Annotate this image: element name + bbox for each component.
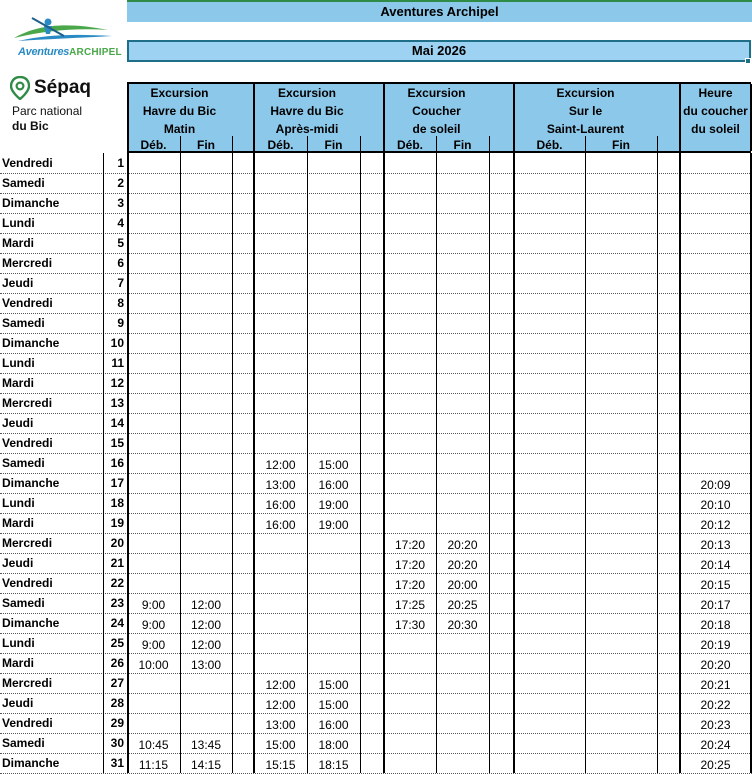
sunset-time-cell[interactable]: 20:17: [700, 598, 731, 612]
day-number: 13: [110, 396, 124, 410]
schedule-header: [127, 82, 751, 153]
time-cell[interactable]: 12:00: [190, 638, 222, 652]
column-gridline: [436, 153, 437, 773]
time-cell[interactable]: 16:00: [265, 518, 296, 532]
column-gridline: [307, 153, 308, 773]
excursion-header-line: Havre du Bic: [142, 104, 217, 118]
day-name: Mardi: [2, 656, 35, 670]
header-subdivider: [307, 136, 308, 151]
day-name: Dimanche: [2, 196, 60, 210]
column-gridline: [360, 153, 361, 773]
day-name: Samedi: [2, 456, 45, 470]
time-cell[interactable]: 15:15: [265, 758, 296, 772]
sepaq-logo: [10, 74, 124, 138]
time-cell[interactable]: 13:00: [265, 718, 296, 732]
sunset-time-cell[interactable]: 20:12: [700, 518, 731, 532]
day-name: Jeudi: [2, 696, 34, 710]
table-row: [0, 273, 752, 294]
time-cell[interactable]: 20:30: [447, 618, 478, 632]
time-cell[interactable]: 12:00: [265, 458, 296, 472]
excursion-header-4: [514, 84, 657, 138]
table-row: [0, 353, 752, 374]
day-name: Mercredi: [2, 256, 53, 270]
day-name: Mardi: [2, 236, 35, 250]
table-row: [0, 433, 752, 454]
day-number: 27: [110, 676, 124, 690]
excursion-header-line: Excursion: [556, 86, 615, 100]
day-name: Samedi: [2, 736, 45, 750]
day-name: Samedi: [2, 176, 45, 190]
day-number: 18: [110, 496, 124, 510]
table-row: [0, 573, 752, 594]
day-number: 16: [110, 456, 124, 470]
table-row: [0, 253, 752, 274]
day-number: 11: [111, 356, 124, 370]
table-row: [0, 693, 752, 714]
sunset-time-cell[interactable]: 20:15: [700, 578, 731, 592]
end-label: Fin: [453, 138, 472, 152]
time-cell[interactable]: 14:15: [190, 758, 222, 772]
time-cell[interactable]: 18:15: [318, 758, 349, 772]
time-cell[interactable]: 15:00: [265, 738, 296, 752]
aventures-wordmark: AventuresARCHIPEL: [18, 46, 122, 58]
day-name: Vendredi: [2, 436, 53, 450]
excursion-header-line: Matin: [163, 122, 196, 136]
day-number: 4: [117, 216, 124, 230]
time-cell[interactable]: 19:00: [318, 518, 349, 532]
sheet-title: Aventures Archipel: [127, 0, 752, 22]
column-gridline: [489, 153, 490, 773]
day-number: 15: [110, 436, 124, 450]
day-name: Mercredi: [2, 396, 53, 410]
table-row: [0, 553, 752, 574]
table-row: [0, 333, 752, 354]
column-gridline: [513, 153, 515, 773]
time-cell[interactable]: 13:00: [190, 658, 222, 672]
day-number: 25: [110, 636, 124, 650]
header-subdivider: [180, 136, 181, 151]
table-row: [0, 653, 752, 674]
table-row: [0, 213, 752, 234]
time-cell[interactable]: 15:00: [318, 678, 349, 692]
time-cell[interactable]: 13:45: [190, 738, 222, 752]
header-subdivider: [360, 136, 361, 151]
sunset-time-cell[interactable]: 20:23: [700, 718, 731, 732]
sunset-time-cell[interactable]: 20:25: [700, 758, 731, 772]
day-number: 14: [110, 416, 124, 430]
time-cell[interactable]: 16:00: [318, 718, 349, 732]
excursion-header-line: Sur le: [568, 104, 603, 118]
table-row: [0, 373, 752, 394]
day-number: 3: [117, 196, 124, 210]
day-number: 8: [117, 296, 124, 310]
table-row: [0, 733, 752, 754]
day-name: Vendredi: [2, 296, 53, 310]
time-cell[interactable]: 17:30: [394, 618, 426, 632]
day-number: 22: [110, 576, 124, 590]
day-name: Samedi: [2, 596, 45, 610]
column-gridline: [679, 153, 681, 773]
month-cell[interactable]: Mai 2026: [127, 40, 751, 62]
sunset-time-cell[interactable]: 20:19: [700, 638, 731, 652]
end-label: Fin: [197, 138, 215, 152]
day-name: Dimanche: [2, 476, 60, 490]
day-number: 1: [117, 156, 124, 170]
time-cell[interactable]: 9:00: [141, 638, 166, 652]
day-number: 23: [110, 596, 124, 610]
time-cell[interactable]: 16:00: [318, 478, 349, 492]
table-row: [0, 453, 752, 474]
table-row: [0, 533, 752, 554]
day-number: 2: [117, 176, 124, 190]
day-number: 28: [110, 696, 124, 710]
time-cell[interactable]: 17:25: [394, 598, 426, 612]
kayak-paddler-icon: [8, 14, 120, 48]
selection-fill-handle[interactable]: [745, 58, 751, 64]
time-cell[interactable]: 12:00: [190, 618, 222, 632]
column-gridline: [383, 153, 385, 773]
header-subdivider: [585, 136, 586, 151]
table-row: [0, 233, 752, 254]
table-row: [0, 393, 752, 414]
time-cell[interactable]: 10:45: [138, 738, 169, 752]
table-row: [0, 513, 752, 534]
column-gridline: [657, 153, 658, 773]
sunset-header-line: du coucher: [683, 104, 748, 118]
header-subdivider: [436, 136, 437, 151]
day-name: Samedi: [2, 316, 45, 330]
schedule-table: [0, 153, 752, 773]
table-row: [0, 193, 752, 214]
day-name: Mercredi: [2, 536, 53, 550]
table-row: [0, 493, 752, 514]
day-number: 9: [117, 316, 124, 330]
sunset-time-cell[interactable]: 20:24: [700, 738, 731, 752]
sepaq-brand: Sépaq: [34, 77, 92, 98]
day-number: 30: [110, 736, 124, 750]
time-cell[interactable]: 12:00: [190, 598, 222, 612]
sepaq-park-line2: du Bic: [12, 119, 49, 133]
time-cell[interactable]: 20:00: [447, 578, 478, 592]
time-cell[interactable]: 19:00: [318, 498, 349, 512]
day-name: Lundi: [2, 356, 35, 370]
start-label: Déb.: [140, 138, 167, 152]
time-cell[interactable]: 15:00: [318, 458, 349, 472]
day-number: 19: [110, 516, 124, 530]
table-row: [0, 673, 752, 694]
day-number: 31: [110, 756, 124, 770]
header-subdivider: [657, 136, 658, 151]
day-number: 12: [110, 376, 124, 390]
sunset-time-cell[interactable]: 20:20: [700, 658, 731, 672]
time-cell[interactable]: 20:20: [447, 538, 478, 552]
day-name: Jeudi: [2, 416, 34, 430]
time-cell[interactable]: 15:00: [318, 698, 349, 712]
time-cell[interactable]: 9:00: [141, 598, 166, 612]
day-name: Jeudi: [2, 276, 34, 290]
day-name: Lundi: [2, 216, 35, 230]
start-label: Déb.: [267, 138, 294, 152]
sunset-time-cell[interactable]: 20:14: [700, 558, 731, 572]
sepaq-park-line1: Parc national: [12, 104, 83, 118]
sunset-header: [680, 84, 751, 138]
day-number: 5: [117, 236, 124, 250]
time-cell[interactable]: 17:20: [394, 558, 426, 572]
day-name: Dimanche: [2, 756, 60, 770]
day-name: Mardi: [2, 516, 35, 530]
day-name: Jeudi: [2, 556, 34, 570]
time-cell[interactable]: 12:00: [265, 678, 296, 692]
end-label: Fin: [612, 138, 630, 152]
column-gridline: [232, 153, 233, 773]
header-subdivider: [489, 136, 490, 151]
header-divider: [127, 84, 129, 151]
excursion-header-line: Excursion: [150, 86, 209, 100]
day-number: 24: [110, 616, 124, 630]
day-number: 20: [110, 536, 124, 550]
sunset-time-cell[interactable]: 20:10: [700, 498, 731, 512]
sunset-time-cell[interactable]: 20:22: [700, 698, 731, 712]
table-row: [0, 293, 752, 314]
table-row: [0, 413, 752, 434]
excursion-header-2: [254, 84, 360, 138]
sepaq-leaf-icon: [10, 76, 30, 100]
aventures-archipel-logo: [8, 14, 120, 64]
day-name: Mardi: [2, 376, 35, 390]
excursion-header-line: Saint-Laurent: [546, 122, 625, 136]
day-name: Mercredi: [2, 676, 53, 690]
time-cell[interactable]: 20:25: [447, 598, 478, 612]
table-row: [0, 173, 752, 194]
column-gridline: [180, 153, 181, 773]
time-cell[interactable]: 16:00: [265, 498, 296, 512]
table-row: [0, 313, 752, 334]
excursion-header-3: [384, 84, 489, 138]
table-row: [0, 713, 752, 734]
excursion-header-line: Excursion: [407, 86, 466, 100]
excursion-header-line: Coucher: [412, 104, 461, 118]
column-gridline: [585, 153, 586, 773]
excursion-header-line: Après-midi: [275, 122, 339, 136]
time-cell[interactable]: 11:15: [138, 758, 169, 772]
time-cell[interactable]: 17:20: [394, 538, 426, 552]
day-name: Dimanche: [2, 336, 60, 350]
table-row: [0, 473, 752, 494]
table-row: [0, 593, 752, 614]
table-row: [0, 753, 752, 774]
excursion-header-line: Havre du Bic: [270, 104, 344, 118]
day-number: 7: [117, 276, 124, 290]
day-name: Dimanche: [2, 616, 60, 630]
day-name: Lundi: [2, 496, 35, 510]
day-number: 29: [110, 716, 124, 730]
excursion-header-line: de soleil: [412, 122, 461, 136]
start-label: Déb.: [396, 138, 423, 152]
table-row: [0, 633, 752, 654]
day-number: 26: [110, 656, 124, 670]
excursion-header-1: [127, 84, 232, 138]
header-subdivider: [232, 136, 233, 151]
sunset-time-cell[interactable]: 20:13: [700, 538, 731, 552]
day-name: Lundi: [2, 636, 35, 650]
time-cell[interactable]: 18:00: [318, 738, 349, 752]
day-number: 10: [110, 336, 124, 350]
time-cell[interactable]: 17:20: [394, 578, 426, 592]
table-row: [0, 153, 752, 174]
day-number: 6: [117, 256, 124, 270]
sunset-time-cell[interactable]: 20:21: [700, 678, 731, 692]
sunset-header-line: du soleil: [691, 122, 740, 136]
end-label: Fin: [324, 138, 343, 152]
sunset-time-cell[interactable]: 20:18: [700, 618, 731, 632]
sunset-time-cell[interactable]: 20:09: [700, 478, 731, 492]
day-name: Vendredi: [2, 576, 53, 590]
day-name: Vendredi: [2, 156, 53, 170]
column-gridline: [127, 153, 129, 773]
table-row: [0, 613, 752, 634]
time-cell[interactable]: 9:00: [141, 618, 166, 632]
day-name: Vendredi: [2, 716, 53, 730]
time-cell[interactable]: 12:00: [265, 698, 296, 712]
day-number: 17: [110, 476, 124, 490]
time-cell[interactable]: 20:20: [447, 558, 478, 572]
column-gridline: [253, 153, 255, 773]
sunset-header-line: Heure: [698, 86, 733, 100]
time-cell[interactable]: 13:00: [265, 478, 296, 492]
excursion-header-line: Excursion: [277, 86, 337, 100]
day-number: 21: [110, 556, 124, 570]
time-cell[interactable]: 10:00: [138, 658, 169, 672]
start-label: Déb.: [536, 138, 563, 152]
column-gridline: [103, 153, 104, 773]
